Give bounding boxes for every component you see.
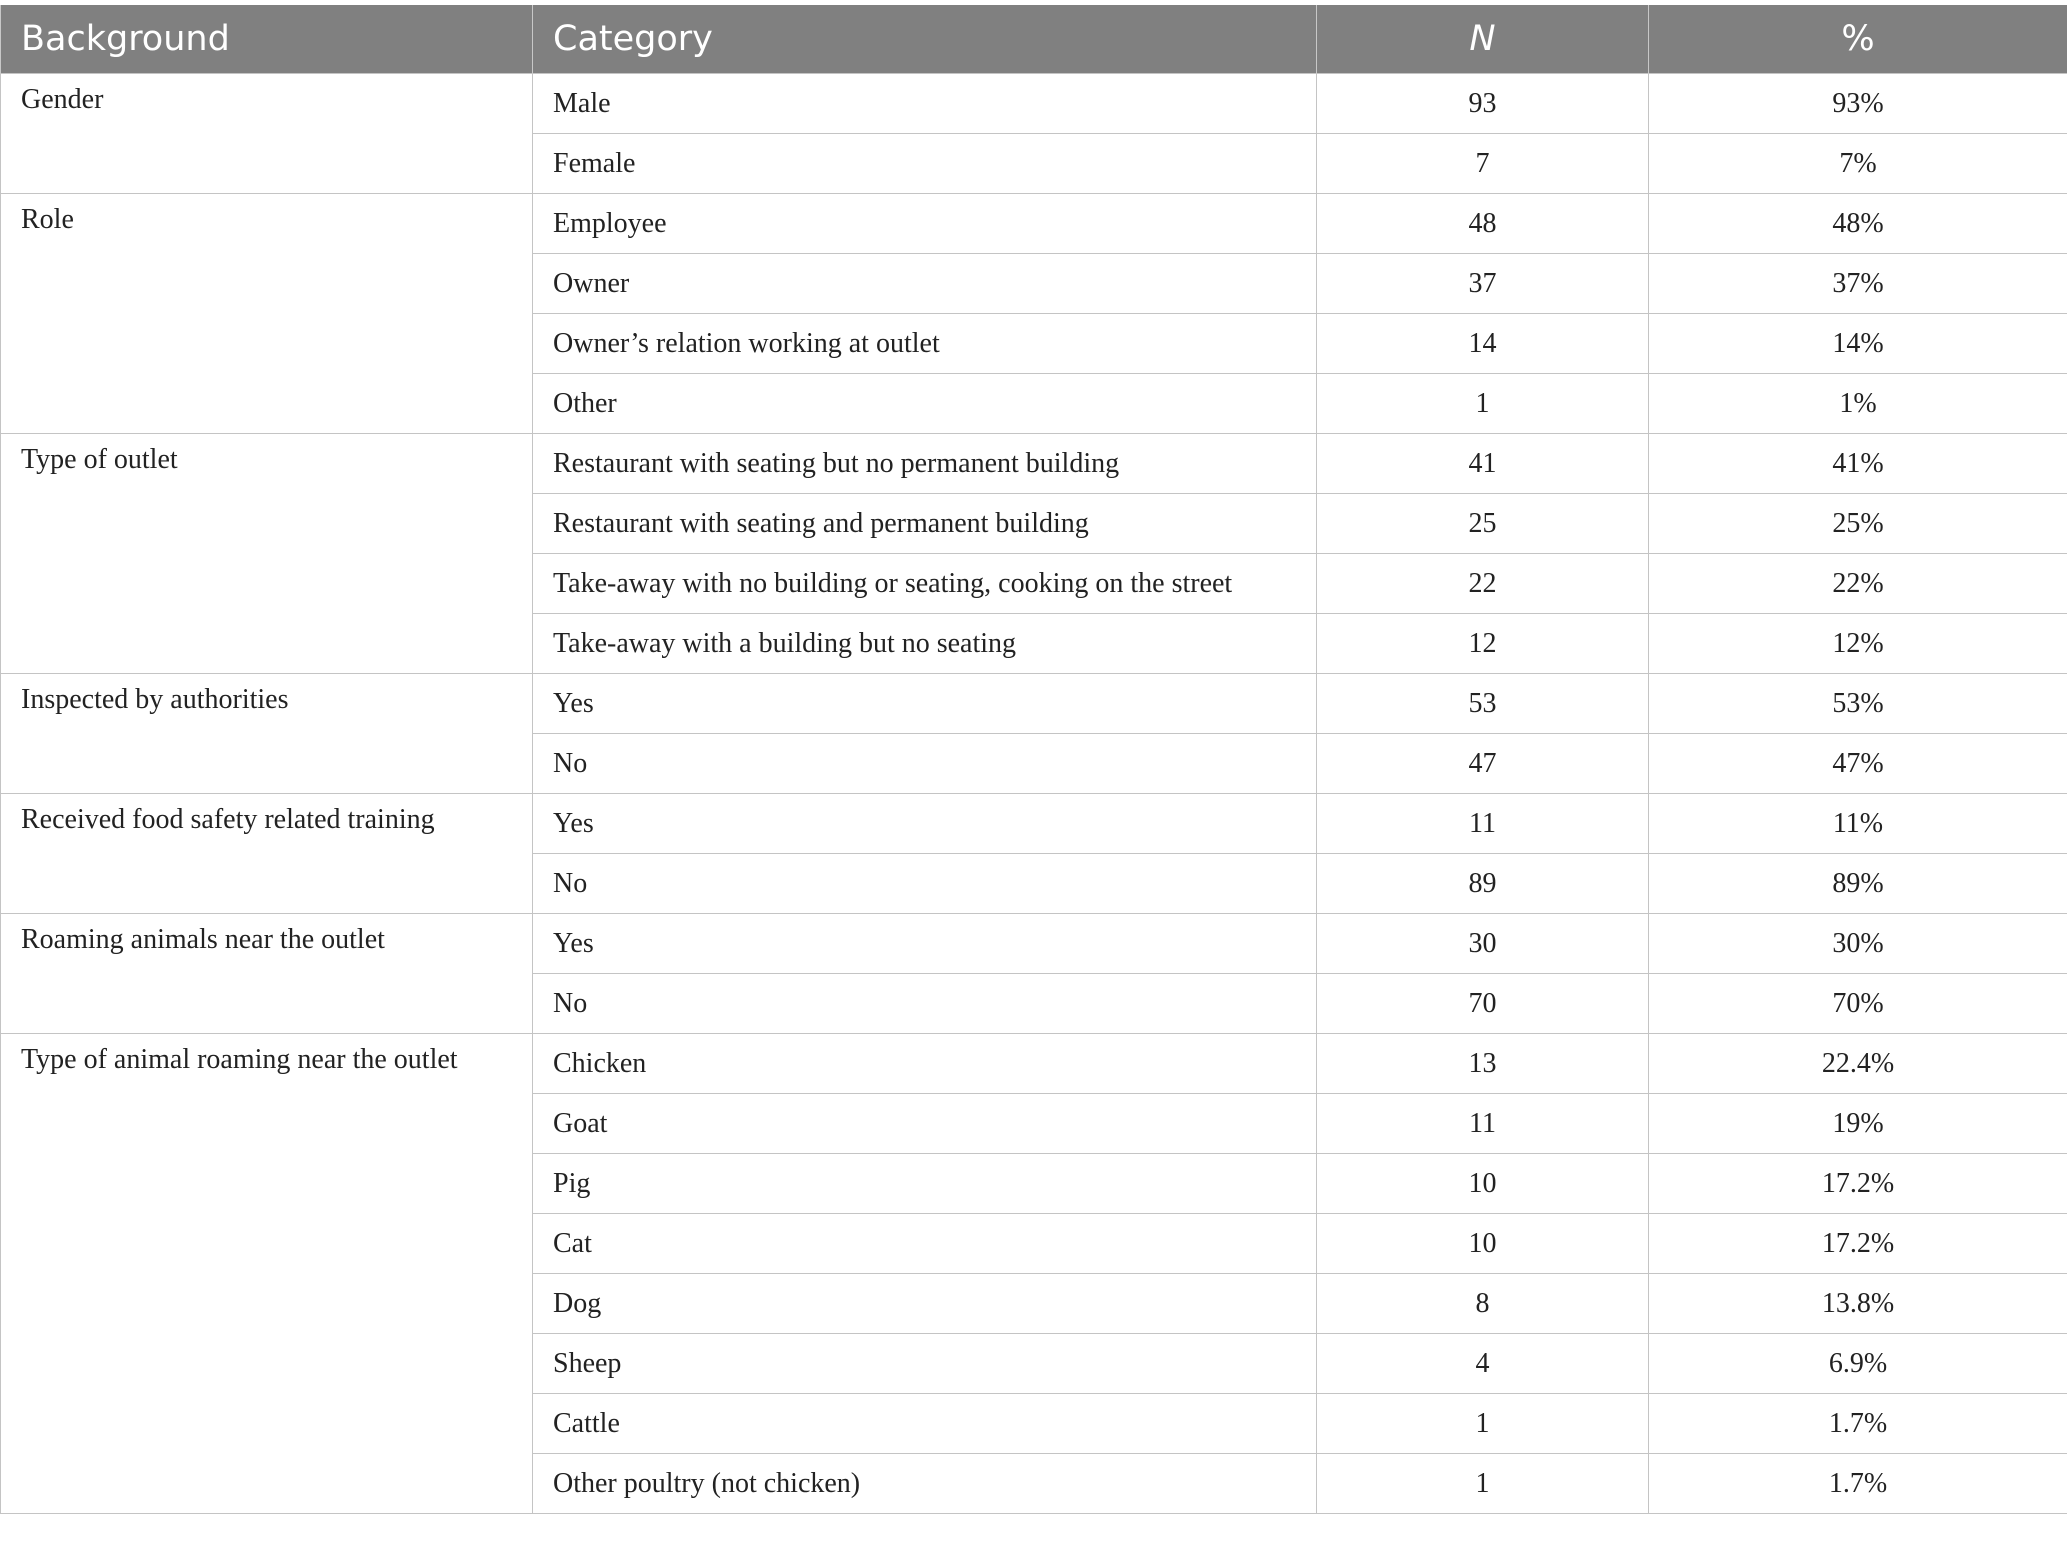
percent-cell: 22%: [1649, 554, 2067, 614]
n-cell: 93: [1317, 74, 1649, 134]
category-cell: No: [533, 974, 1317, 1034]
percent-cell: 48%: [1649, 194, 2067, 254]
category-cell: Other poultry (not chicken): [533, 1454, 1317, 1514]
percent-cell: 53%: [1649, 674, 2067, 734]
table-body: [1, 74, 2067, 1514]
category-cell: Take-away with no building or seating, cooking on the street: [533, 554, 1317, 614]
percent-cell: 37%: [1649, 254, 2067, 314]
n-cell: 14: [1317, 314, 1649, 374]
category-cell: Restaurant with seating but no permanent building: [533, 434, 1317, 494]
n-cell: 1: [1317, 1454, 1649, 1514]
header-row: [1, 5, 2067, 74]
table-row: [1, 434, 2067, 494]
n-cell: 13: [1317, 1034, 1649, 1094]
n-cell: 30: [1317, 914, 1649, 974]
background-cell: Type of animal roaming near the outlet: [1, 1034, 533, 1514]
percent-cell: 6.9%: [1649, 1334, 2067, 1394]
percent-cell: 89%: [1649, 854, 2067, 914]
n-cell: 37: [1317, 254, 1649, 314]
header-background: Background: [1, 5, 533, 74]
n-cell: 41: [1317, 434, 1649, 494]
table-row: [1, 794, 2067, 854]
percent-cell: 47%: [1649, 734, 2067, 794]
category-cell: Male: [533, 74, 1317, 134]
percent-cell: 30%: [1649, 914, 2067, 974]
percent-cell: 1.7%: [1649, 1394, 2067, 1454]
category-cell: Yes: [533, 794, 1317, 854]
background-cell: Role: [1, 194, 533, 434]
percent-cell: 17.2%: [1649, 1154, 2067, 1214]
background-table: [0, 5, 2067, 1514]
percent-cell: 1%: [1649, 374, 2067, 434]
n-cell: 1: [1317, 374, 1649, 434]
category-cell: Owner’s relation working at outlet: [533, 314, 1317, 374]
category-cell: Female: [533, 134, 1317, 194]
table-row: [1, 74, 2067, 134]
n-cell: 53: [1317, 674, 1649, 734]
category-cell: Goat: [533, 1094, 1317, 1154]
n-cell: 10: [1317, 1154, 1649, 1214]
background-cell: Roaming animals near the outlet: [1, 914, 533, 1034]
percent-cell: 1.7%: [1649, 1454, 2067, 1514]
background-cell: Inspected by authorities: [1, 674, 533, 794]
n-cell: 70: [1317, 974, 1649, 1034]
table-row: [1, 914, 2067, 974]
data-table-container: [0, 5, 2067, 1514]
table-row: [1, 194, 2067, 254]
n-cell: 22: [1317, 554, 1649, 614]
n-cell: 89: [1317, 854, 1649, 914]
percent-cell: 12%: [1649, 614, 2067, 674]
category-cell: Sheep: [533, 1334, 1317, 1394]
header-category: Category: [533, 5, 1317, 74]
category-cell: Pig: [533, 1154, 1317, 1214]
percent-cell: 7%: [1649, 134, 2067, 194]
category-cell: No: [533, 854, 1317, 914]
percent-cell: 11%: [1649, 794, 2067, 854]
n-cell: 10: [1317, 1214, 1649, 1274]
category-cell: Take-away with a building but no seating: [533, 614, 1317, 674]
n-cell: 48: [1317, 194, 1649, 254]
category-cell: Chicken: [533, 1034, 1317, 1094]
category-cell: Restaurant with seating and permanent building: [533, 494, 1317, 554]
table-row: [1, 1034, 2067, 1094]
n-cell: 11: [1317, 794, 1649, 854]
n-cell: 7: [1317, 134, 1649, 194]
n-cell: 11: [1317, 1094, 1649, 1154]
category-cell: Cat: [533, 1214, 1317, 1274]
category-cell: Yes: [533, 914, 1317, 974]
percent-cell: 93%: [1649, 74, 2067, 134]
percent-cell: 17.2%: [1649, 1214, 2067, 1274]
category-cell: Other: [533, 374, 1317, 434]
table-header: [1, 5, 2067, 74]
n-cell: 4: [1317, 1334, 1649, 1394]
percent-cell: 19%: [1649, 1094, 2067, 1154]
header-percent: %: [1649, 5, 2067, 74]
n-cell: 1: [1317, 1394, 1649, 1454]
n-cell: 12: [1317, 614, 1649, 674]
percent-cell: 14%: [1649, 314, 2067, 374]
percent-cell: 25%: [1649, 494, 2067, 554]
header-n: N: [1317, 5, 1649, 74]
n-cell: 8: [1317, 1274, 1649, 1334]
percent-cell: 13.8%: [1649, 1274, 2067, 1334]
n-cell: 47: [1317, 734, 1649, 794]
background-cell: Gender: [1, 74, 533, 194]
n-cell: 25: [1317, 494, 1649, 554]
percent-cell: 22.4%: [1649, 1034, 2067, 1094]
category-cell: Dog: [533, 1274, 1317, 1334]
category-cell: Cattle: [533, 1394, 1317, 1454]
background-cell: Type of outlet: [1, 434, 533, 674]
category-cell: Employee: [533, 194, 1317, 254]
category-cell: Owner: [533, 254, 1317, 314]
table-row: [1, 674, 2067, 734]
percent-cell: 41%: [1649, 434, 2067, 494]
percent-cell: 70%: [1649, 974, 2067, 1034]
category-cell: No: [533, 734, 1317, 794]
background-cell: Received food safety related training: [1, 794, 533, 914]
category-cell: Yes: [533, 674, 1317, 734]
